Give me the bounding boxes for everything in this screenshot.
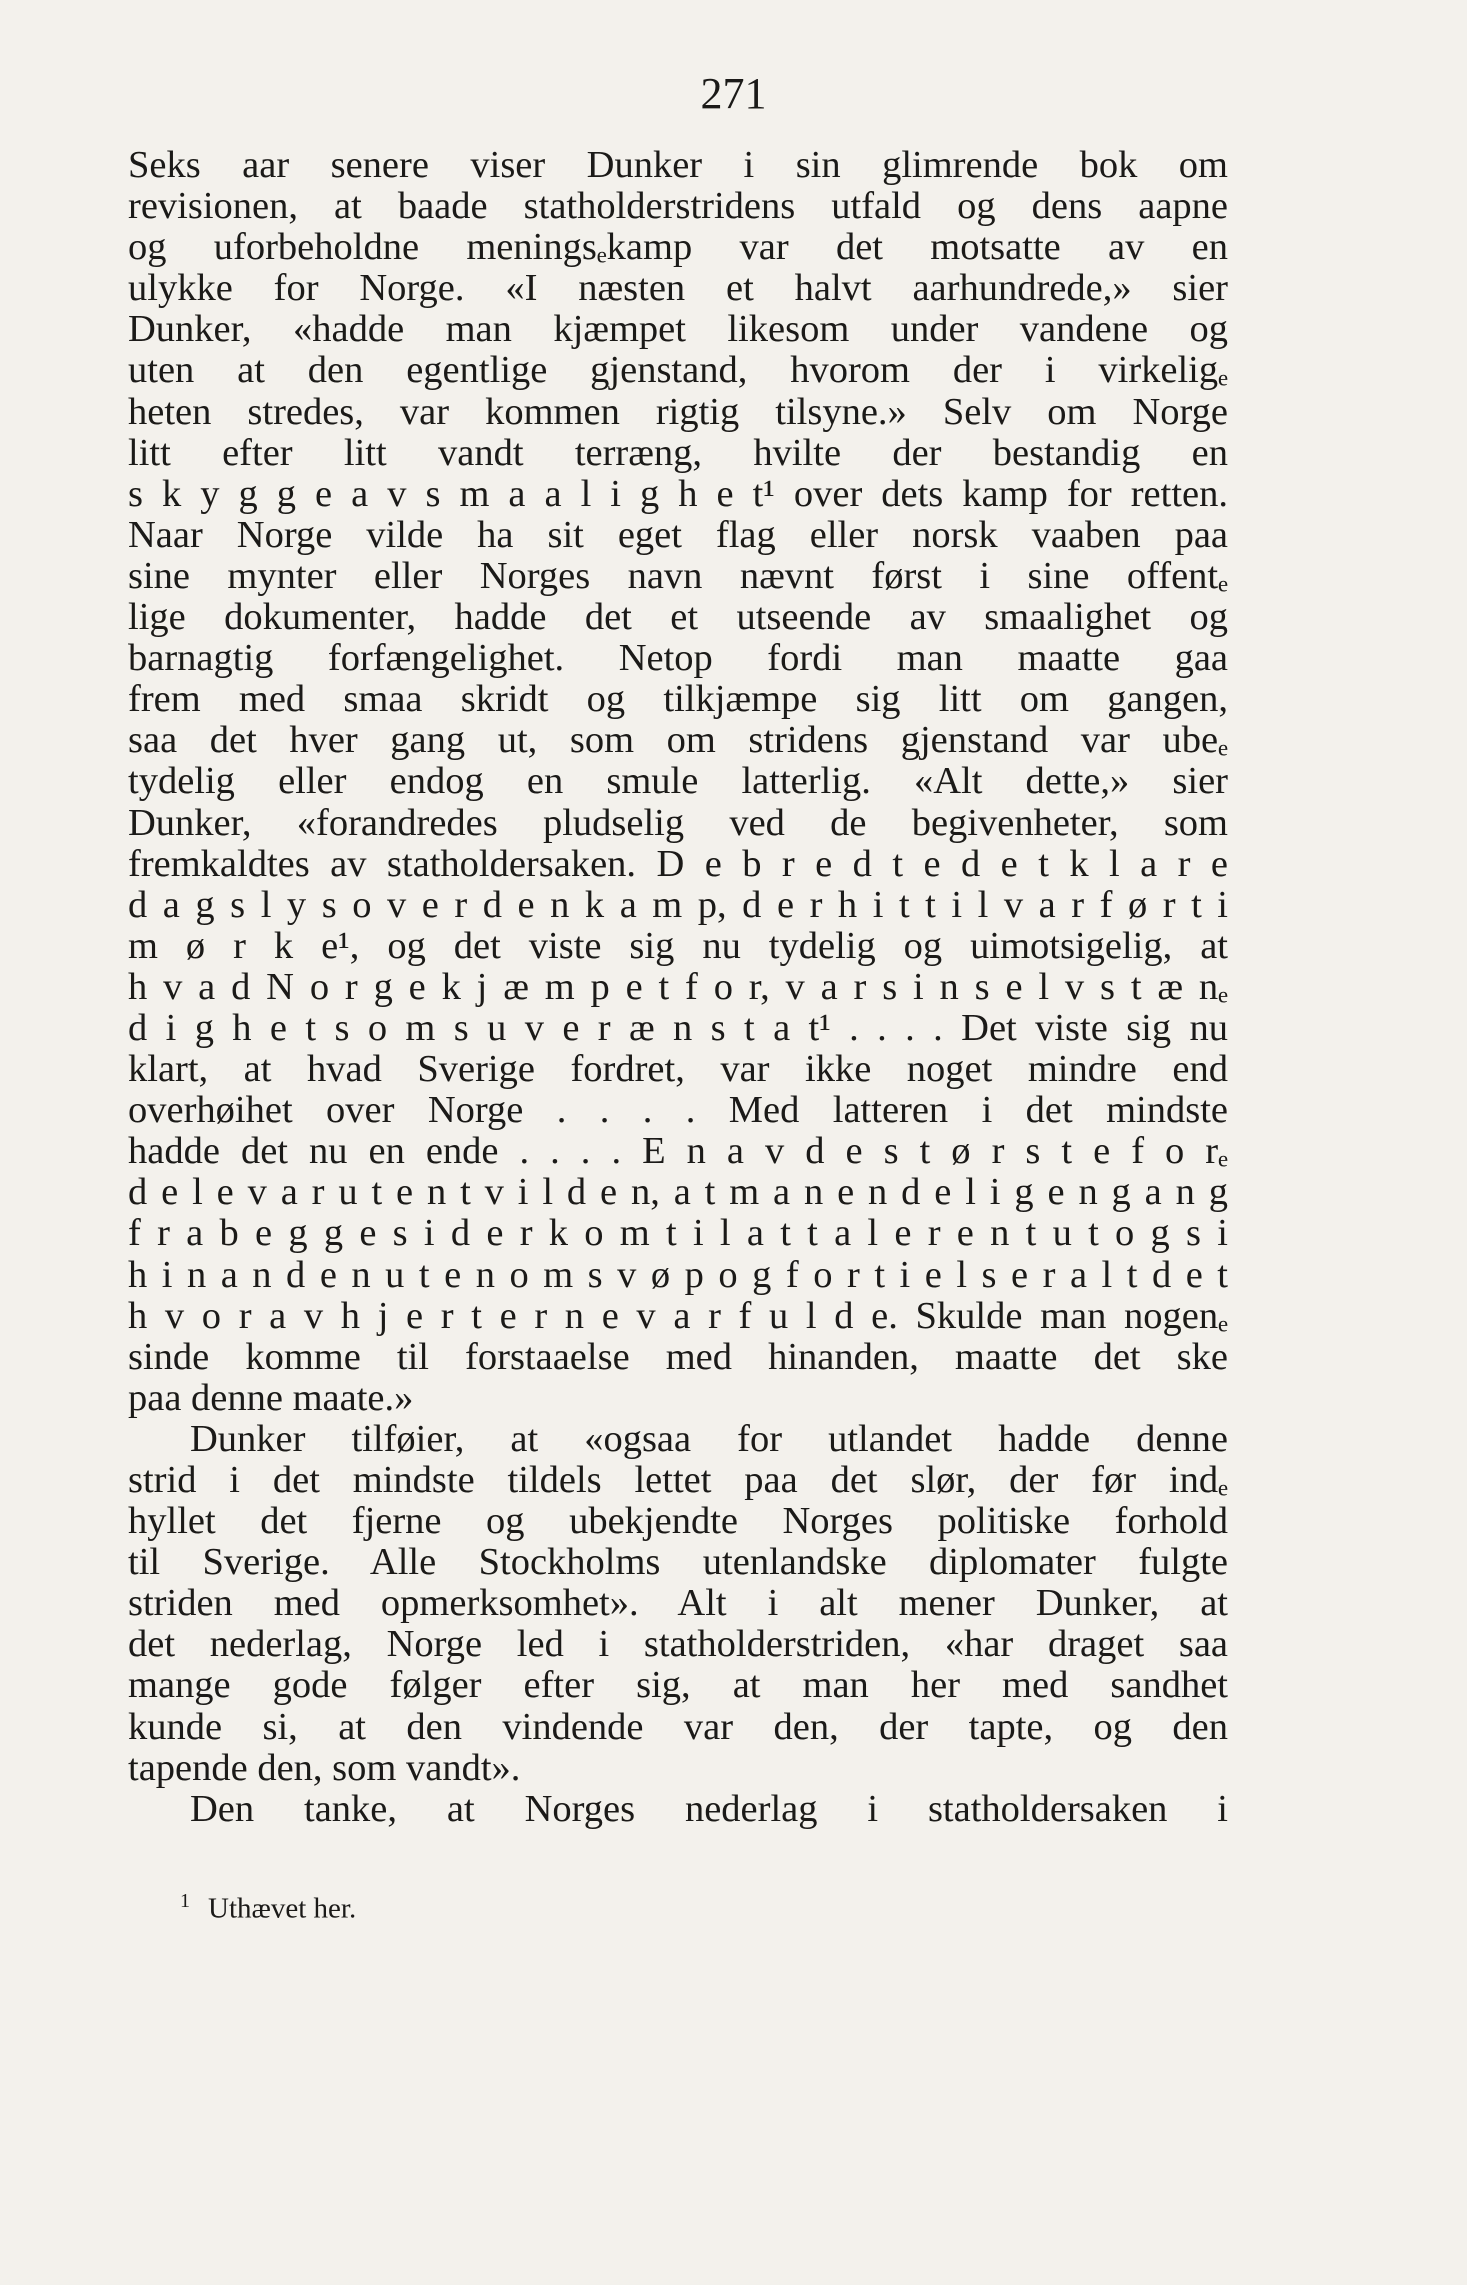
text-line: tapende den, som vandt». (128, 1746, 521, 1789)
text-line: d a g s l y s o v e r d e n k a m p, d e r h i t t i l v a r f ø r t i (128, 883, 1228, 926)
text-line: litt efter litt vandt terræng, hvilte der bestandig en (128, 431, 1228, 474)
text-line: hyllet det fjerne og ubekjendte Norges politiske forhold (128, 1500, 1228, 1543)
text-line: revisionen, at baade statholderstridens utfald og dens aapne (128, 185, 1228, 228)
text-line: sine mynter eller Norges navn nævnt først i sine offentₑ (128, 554, 1228, 597)
text-line: heten stredes, var kommen rigtig tilsyne.» Selv om Norge (128, 390, 1228, 433)
text-line: s k y g g e a v s m a a l i g h e t¹ over dets kamp for retten. (128, 472, 1228, 515)
text-line: Dunker tilføier, at «ogsaa for utlandet hadde denne (190, 1417, 1228, 1460)
text-line: til Sverige. Alle Stockholms utenlandske diplomater fulgte (128, 1541, 1228, 1584)
text-line: tydelig eller endog en smule latterlig. «Alt dette,» sier (128, 760, 1228, 803)
text-line: barnagtig forfængelighet. Netop fordi man maatte gaa (128, 637, 1228, 680)
text-line: og uforbeholdne meningsₑkamp var det motsatte av en (128, 226, 1228, 269)
text-line: overhøihet over Norge . . . . Med latteren i det mindste (128, 1089, 1228, 1132)
text-line: hadde det nu en ende . . . . E n a v d e s t ø r s t e f o rₑ (128, 1130, 1228, 1173)
text-line: Naar Norge vilde ha sit eget flag eller norsk vaaben paa (128, 513, 1228, 556)
footnote (180, 1890, 356, 1926)
text-line: frem med smaa skridt og tilkjæmpe sig litt om gangen, (128, 678, 1228, 721)
text-line: striden med opmerksomhet». Alt i alt mener Dunker, at (128, 1582, 1228, 1625)
text-line: Dunker, «forandredes pludselig ved de begivenheter, som (128, 801, 1228, 844)
body-text (128, 145, 1228, 1830)
text-line: h v o r a v h j e r t e r n e v a r f u l d e. Skulde man nogenₑ (128, 1294, 1228, 1337)
text-line: Dunker, «hadde man kjæmpet likesom under vandene og (128, 308, 1228, 351)
text-line: Den tanke, at Norges nederlag i statholdersaken i (190, 1787, 1228, 1830)
footnote-text: Uthævet her. (208, 1892, 357, 1925)
text-line: Seks aar senere viser Dunker i sin glimrende bok om (128, 144, 1228, 186)
page-number: 271 (700, 69, 767, 118)
text-line: f r a b e g g e s i d e r k o m t i l a t t a l e r e n t u t o g s i (128, 1212, 1228, 1255)
text-line: ulykke for Norge. «I næsten et halvt aarhundrede,» sier (128, 267, 1228, 310)
footnote-marker: 1 (180, 1890, 190, 1912)
text-line: sinde komme til forstaaelse med hinanden, maatte det ske (128, 1335, 1228, 1378)
text-line: kunde si, at den vindende var den, der tapte, og den (128, 1705, 1228, 1748)
text-line: d e l e v a r u t e n t v i l d e n, a t m a n e n d e l i g e n g a n g (128, 1171, 1228, 1214)
text-line: d i g h e t s o m s u v e r æ n s t a t¹ . . . . Det viste sig nu (128, 1006, 1228, 1049)
text-line: strid i det mindste tildels lettet paa det slør, der før indₑ (128, 1459, 1228, 1501)
text-line: paa denne maate.» (128, 1376, 414, 1419)
text-line: m ø r k e¹, og det viste sig nu tydelig og uimotsigelig, at (128, 924, 1228, 967)
text-line: klart, at hvad Sverige fordret, var ikke noget mindre end (128, 1048, 1228, 1091)
text-line: fremkaldtes av statholdersaken. D e b r e d t e d e t k l a r e (128, 842, 1228, 885)
text-line: det nederlag, Norge led i statholderstriden, «har draget saa (128, 1623, 1228, 1666)
text-line: lige dokumenter, hadde det et utseende av smaalighet og (128, 596, 1228, 639)
text-line: saa det hver gang ut, som om stridens gjenstand var ubeₑ (128, 719, 1228, 762)
text-line: h i n a n d e n u t e n o m s v ø p o g f o r t i e l s e r a l t d e t (128, 1253, 1228, 1296)
text-line: h v a d N o r g e k j æ m p e t f o r, v a r s i n s e l v s t æ nₑ (128, 965, 1228, 1008)
text-line: mange gode følger efter sig, at man her med sandhet (128, 1664, 1228, 1707)
text-line: uten at den egentlige gjenstand, hvorom der i virkeligₑ (128, 349, 1228, 392)
